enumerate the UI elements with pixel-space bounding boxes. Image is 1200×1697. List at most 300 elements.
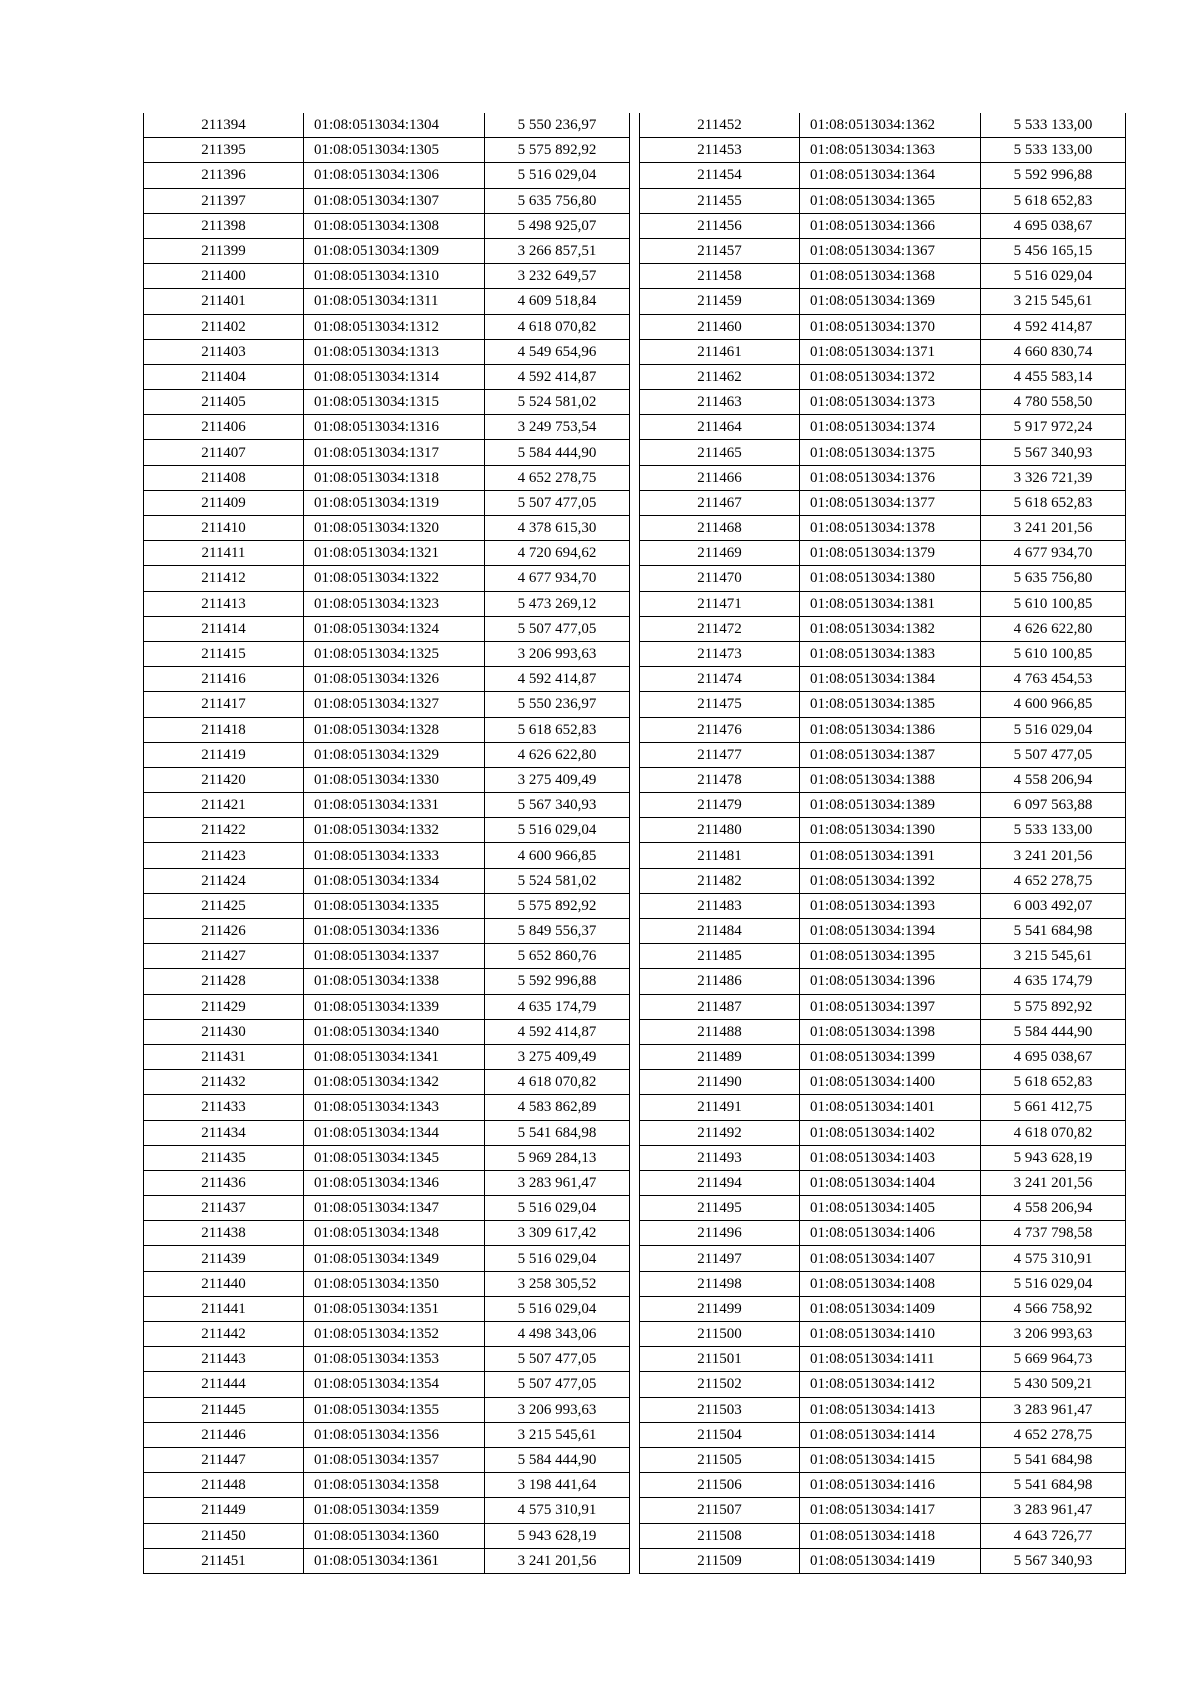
table-row: [640, 289, 1126, 314]
record-number-cell: 211464: [640, 415, 800, 440]
table-row: [640, 440, 1126, 465]
cadastral-value-cell: 5 516 029,04: [485, 163, 630, 188]
record-number-cell: 211418: [144, 717, 304, 742]
cadastral-value-cell: 3 232 649,57: [485, 264, 630, 289]
cadastral-number-cell: 01:08:0513034:1395: [800, 944, 981, 969]
record-number-cell: 211403: [144, 339, 304, 364]
record-number-cell: 211468: [640, 516, 800, 541]
table-row: [640, 1221, 1126, 1246]
record-number-cell: 211454: [640, 163, 800, 188]
table-row: [640, 163, 1126, 188]
table-row: [144, 541, 630, 566]
table-row: [144, 1498, 630, 1523]
cadastral-number-cell: 01:08:0513034:1367: [800, 238, 981, 263]
cadastral-value-cell: 5 516 029,04: [485, 1296, 630, 1321]
table-row: [640, 390, 1126, 415]
table-row: [144, 969, 630, 994]
cadastral-number-cell: 01:08:0513034:1348: [304, 1221, 485, 1246]
record-number-cell: 211433: [144, 1095, 304, 1120]
table-row: [144, 163, 630, 188]
cadastral-value-cell: 5 943 628,19: [981, 1145, 1126, 1170]
cadastral-number-cell: 01:08:0513034:1399: [800, 1044, 981, 1069]
cadastral-value-cell: 4 652 278,75: [981, 868, 1126, 893]
cadastral-value-cell: 5 516 029,04: [981, 264, 1126, 289]
cadastral-value-cell: 4 592 414,87: [981, 314, 1126, 339]
table-row: [144, 591, 630, 616]
cadastral-number-cell: 01:08:0513034:1410: [800, 1322, 981, 1347]
cadastral-value-cell: 5 541 684,98: [981, 919, 1126, 944]
cadastral-number-cell: 01:08:0513034:1347: [304, 1196, 485, 1221]
record-number-cell: 211462: [640, 364, 800, 389]
cadastral-number-cell: 01:08:0513034:1403: [800, 1145, 981, 1170]
cadastral-number-cell: 01:08:0513034:1317: [304, 440, 485, 465]
cadastral-number-cell: 01:08:0513034:1369: [800, 289, 981, 314]
cadastral-value-cell: 5 943 628,19: [485, 1523, 630, 1548]
right-table-body: [640, 113, 1126, 1573]
cadastral-value-cell: 4 695 038,67: [981, 213, 1126, 238]
cadastral-value-cell: 4 618 070,82: [485, 314, 630, 339]
table-row: [640, 113, 1126, 138]
record-number-cell: 211488: [640, 1019, 800, 1044]
cadastral-value-cell: 5 541 684,98: [485, 1120, 630, 1145]
cadastral-number-cell: 01:08:0513034:1370: [800, 314, 981, 339]
table-row: [144, 717, 630, 742]
record-number-cell: 211423: [144, 843, 304, 868]
record-number-cell: 211407: [144, 440, 304, 465]
cadastral-number-cell: 01:08:0513034:1337: [304, 944, 485, 969]
table-row: [640, 1422, 1126, 1447]
cadastral-number-cell: 01:08:0513034:1407: [800, 1246, 981, 1271]
cadastral-number-cell: 01:08:0513034:1354: [304, 1372, 485, 1397]
cadastral-number-cell: 01:08:0513034:1381: [800, 591, 981, 616]
left-table: [143, 113, 630, 1574]
table-row: [144, 1246, 630, 1271]
record-number-cell: 211500: [640, 1322, 800, 1347]
cadastral-number-cell: 01:08:0513034:1304: [304, 113, 485, 138]
cadastral-value-cell: 4 618 070,82: [981, 1120, 1126, 1145]
table-row: [640, 339, 1126, 364]
record-number-cell: 211450: [144, 1523, 304, 1548]
record-number-cell: 211436: [144, 1170, 304, 1195]
cadastral-number-cell: 01:08:0513034:1400: [800, 1070, 981, 1095]
cadastral-value-cell: 5 516 029,04: [981, 1271, 1126, 1296]
record-number-cell: 211486: [640, 969, 800, 994]
cadastral-value-cell: 5 533 133,00: [981, 113, 1126, 138]
cadastral-number-cell: 01:08:0513034:1310: [304, 264, 485, 289]
record-number-cell: 211447: [144, 1447, 304, 1472]
record-number-cell: 211432: [144, 1070, 304, 1095]
record-number-cell: 211508: [640, 1523, 800, 1548]
cadastral-number-cell: 01:08:0513034:1408: [800, 1271, 981, 1296]
cadastral-number-cell: 01:08:0513034:1316: [304, 415, 485, 440]
cadastral-value-cell: 4 592 414,87: [485, 1019, 630, 1044]
table-row: [144, 667, 630, 692]
left-table-body: [144, 113, 630, 1573]
table-row: [640, 793, 1126, 818]
record-number-cell: 211491: [640, 1095, 800, 1120]
record-number-cell: 211472: [640, 616, 800, 641]
table-row: [640, 692, 1126, 717]
record-number-cell: 211498: [640, 1271, 800, 1296]
table-row: [144, 1422, 630, 1447]
record-number-cell: 211460: [640, 314, 800, 339]
table-row: [144, 742, 630, 767]
cadastral-number-cell: 01:08:0513034:1371: [800, 339, 981, 364]
cadastral-number-cell: 01:08:0513034:1415: [800, 1447, 981, 1472]
cadastral-number-cell: 01:08:0513034:1328: [304, 717, 485, 742]
right-table: [639, 113, 1126, 1574]
table-row: [144, 1548, 630, 1573]
cadastral-value-cell: 4 592 414,87: [485, 667, 630, 692]
record-number-cell: 211478: [640, 767, 800, 792]
cadastral-number-cell: 01:08:0513034:1326: [304, 667, 485, 692]
table-row: [144, 1044, 630, 1069]
cadastral-number-cell: 01:08:0513034:1305: [304, 138, 485, 163]
record-number-cell: 211452: [640, 113, 800, 138]
cadastral-number-cell: 01:08:0513034:1323: [304, 591, 485, 616]
cadastral-value-cell: 3 206 993,63: [485, 641, 630, 666]
table-row: [144, 944, 630, 969]
table-row: [144, 364, 630, 389]
cadastral-value-cell: 3 258 305,52: [485, 1271, 630, 1296]
table-row: [144, 994, 630, 1019]
cadastral-value-cell: 5 618 652,83: [485, 717, 630, 742]
cadastral-number-cell: 01:08:0513034:1320: [304, 516, 485, 541]
cadastral-number-cell: 01:08:0513034:1331: [304, 793, 485, 818]
cadastral-number-cell: 01:08:0513034:1412: [800, 1372, 981, 1397]
record-number-cell: 211421: [144, 793, 304, 818]
cadastral-value-cell: 4 549 654,96: [485, 339, 630, 364]
table-row: [144, 1347, 630, 1372]
record-number-cell: 211481: [640, 843, 800, 868]
record-number-cell: 211495: [640, 1196, 800, 1221]
cadastral-value-cell: 4 737 798,58: [981, 1221, 1126, 1246]
cadastral-value-cell: 4 652 278,75: [981, 1422, 1126, 1447]
table-row: [640, 969, 1126, 994]
cadastral-number-cell: 01:08:0513034:1394: [800, 919, 981, 944]
cadastral-number-cell: 01:08:0513034:1404: [800, 1170, 981, 1195]
cadastral-number-cell: 01:08:0513034:1391: [800, 843, 981, 868]
cadastral-number-cell: 01:08:0513034:1387: [800, 742, 981, 767]
table-row: [144, 1196, 630, 1221]
record-number-cell: 211458: [640, 264, 800, 289]
cadastral-number-cell: 01:08:0513034:1398: [800, 1019, 981, 1044]
table-row: [640, 767, 1126, 792]
cadastral-value-cell: 5 567 340,93: [981, 1548, 1126, 1573]
table-row: [144, 1170, 630, 1195]
table-row: [144, 213, 630, 238]
cadastral-value-cell: 4 720 694,62: [485, 541, 630, 566]
record-number-cell: 211413: [144, 591, 304, 616]
cadastral-value-cell: 4 780 558,50: [981, 390, 1126, 415]
record-number-cell: 211484: [640, 919, 800, 944]
cadastral-value-cell: 5 610 100,85: [981, 591, 1126, 616]
record-number-cell: 211437: [144, 1196, 304, 1221]
cadastral-value-cell: 4 677 934,70: [981, 541, 1126, 566]
record-number-cell: 211473: [640, 641, 800, 666]
record-number-cell: 211429: [144, 994, 304, 1019]
record-number-cell: 211457: [640, 238, 800, 263]
cadastral-value-cell: 4 558 206,94: [981, 767, 1126, 792]
record-number-cell: 211448: [144, 1473, 304, 1498]
cadastral-number-cell: 01:08:0513034:1389: [800, 793, 981, 818]
record-number-cell: 211399: [144, 238, 304, 263]
cadastral-number-cell: 01:08:0513034:1325: [304, 641, 485, 666]
table-row: [640, 742, 1126, 767]
cadastral-value-cell: 5 516 029,04: [485, 1246, 630, 1271]
table-row: [144, 1523, 630, 1548]
cadastral-number-cell: 01:08:0513034:1390: [800, 818, 981, 843]
cadastral-number-cell: 01:08:0513034:1334: [304, 868, 485, 893]
cadastral-value-cell: 5 516 029,04: [485, 818, 630, 843]
table-row: [640, 566, 1126, 591]
cadastral-number-cell: 01:08:0513034:1324: [304, 616, 485, 641]
table-row: [640, 1246, 1126, 1271]
cadastral-number-cell: 01:08:0513034:1314: [304, 364, 485, 389]
cadastral-value-cell: 5 661 412,75: [981, 1095, 1126, 1120]
cadastral-value-cell: 4 695 038,67: [981, 1044, 1126, 1069]
table-row: [144, 440, 630, 465]
table-row: [640, 364, 1126, 389]
cadastral-value-cell: 5 498 925,07: [485, 213, 630, 238]
table-row: [144, 1397, 630, 1422]
cadastral-value-cell: 5 635 756,80: [485, 188, 630, 213]
cadastral-value-cell: 3 283 961,47: [981, 1397, 1126, 1422]
table-row: [640, 1095, 1126, 1120]
record-number-cell: 211445: [144, 1397, 304, 1422]
record-number-cell: 211509: [640, 1548, 800, 1573]
cadastral-value-cell: 4 498 343,06: [485, 1322, 630, 1347]
cadastral-value-cell: 3 215 545,61: [485, 1422, 630, 1447]
cadastral-number-cell: 01:08:0513034:1358: [304, 1473, 485, 1498]
cadastral-number-cell: 01:08:0513034:1382: [800, 616, 981, 641]
record-number-cell: 211415: [144, 641, 304, 666]
table-row: [144, 868, 630, 893]
table-row: [640, 314, 1126, 339]
cadastral-number-cell: 01:08:0513034:1405: [800, 1196, 981, 1221]
record-number-cell: 211482: [640, 868, 800, 893]
cadastral-number-cell: 01:08:0513034:1365: [800, 188, 981, 213]
cadastral-number-cell: 01:08:0513034:1379: [800, 541, 981, 566]
cadastral-number-cell: 01:08:0513034:1392: [800, 868, 981, 893]
cadastral-number-cell: 01:08:0513034:1352: [304, 1322, 485, 1347]
table-row: [640, 1044, 1126, 1069]
table-row: [640, 843, 1126, 868]
record-number-cell: 211395: [144, 138, 304, 163]
record-number-cell: 211404: [144, 364, 304, 389]
cadastral-value-cell: 4 626 622,80: [485, 742, 630, 767]
cadastral-value-cell: 4 600 966,85: [981, 692, 1126, 717]
table-row: [640, 516, 1126, 541]
table-row: [640, 1498, 1126, 1523]
cadastral-number-cell: 01:08:0513034:1409: [800, 1296, 981, 1321]
cadastral-value-cell: 3 283 961,47: [485, 1170, 630, 1195]
record-number-cell: 211414: [144, 616, 304, 641]
cadastral-number-cell: 01:08:0513034:1329: [304, 742, 485, 767]
cadastral-value-cell: 4 575 310,91: [981, 1246, 1126, 1271]
record-number-cell: 211463: [640, 390, 800, 415]
cadastral-number-cell: 01:08:0513034:1306: [304, 163, 485, 188]
table-row: [144, 238, 630, 263]
cadastral-value-cell: 5 592 996,88: [485, 969, 630, 994]
table-row: [144, 188, 630, 213]
cadastral-number-cell: 01:08:0513034:1397: [800, 994, 981, 1019]
cadastral-number-cell: 01:08:0513034:1383: [800, 641, 981, 666]
cadastral-number-cell: 01:08:0513034:1327: [304, 692, 485, 717]
table-row: [640, 641, 1126, 666]
cadastral-number-cell: 01:08:0513034:1307: [304, 188, 485, 213]
record-number-cell: 211439: [144, 1246, 304, 1271]
table-row: [640, 465, 1126, 490]
cadastral-number-cell: 01:08:0513034:1388: [800, 767, 981, 792]
cadastral-value-cell: 5 473 269,12: [485, 591, 630, 616]
cadastral-number-cell: 01:08:0513034:1335: [304, 893, 485, 918]
record-number-cell: 211416: [144, 667, 304, 692]
cadastral-value-cell: 5 567 340,93: [981, 440, 1126, 465]
record-number-cell: 211426: [144, 919, 304, 944]
table-row: [640, 994, 1126, 1019]
record-number-cell: 211424: [144, 868, 304, 893]
cadastral-value-cell: 3 206 993,63: [981, 1322, 1126, 1347]
cadastral-number-cell: 01:08:0513034:1377: [800, 490, 981, 515]
cadastral-number-cell: 01:08:0513034:1384: [800, 667, 981, 692]
cadastral-value-cell: 3 241 201,56: [485, 1548, 630, 1573]
table-row: [144, 1120, 630, 1145]
table-row: [144, 516, 630, 541]
table-row: [144, 465, 630, 490]
record-number-cell: 211420: [144, 767, 304, 792]
record-number-cell: 211504: [640, 1422, 800, 1447]
cadastral-value-cell: 4 592 414,87: [485, 364, 630, 389]
table-row: [144, 390, 630, 415]
table-row: [144, 843, 630, 868]
cadastral-number-cell: 01:08:0513034:1359: [304, 1498, 485, 1523]
cadastral-value-cell: 5 541 684,98: [981, 1473, 1126, 1498]
table-row: [640, 616, 1126, 641]
table-row: [640, 1548, 1126, 1573]
table-row: [640, 717, 1126, 742]
cadastral-value-cell: 5 524 581,02: [485, 868, 630, 893]
cadastral-value-cell: 5 575 892,92: [485, 138, 630, 163]
table-row: [640, 1372, 1126, 1397]
cadastral-number-cell: 01:08:0513034:1309: [304, 238, 485, 263]
record-number-cell: 211449: [144, 1498, 304, 1523]
table-row: [144, 1019, 630, 1044]
record-number-cell: 211428: [144, 969, 304, 994]
record-number-cell: 211430: [144, 1019, 304, 1044]
cadastral-value-cell: 5 533 133,00: [981, 138, 1126, 163]
cadastral-number-cell: 01:08:0513034:1374: [800, 415, 981, 440]
cadastral-value-cell: 5 584 444,90: [485, 440, 630, 465]
record-number-cell: 211493: [640, 1145, 800, 1170]
cadastral-number-cell: 01:08:0513034:1417: [800, 1498, 981, 1523]
cadastral-value-cell: 3 241 201,56: [981, 516, 1126, 541]
cadastral-value-cell: 5 541 684,98: [981, 1447, 1126, 1472]
cadastral-value-cell: 4 455 583,14: [981, 364, 1126, 389]
cadastral-number-cell: 01:08:0513034:1357: [304, 1447, 485, 1472]
cadastral-number-cell: 01:08:0513034:1342: [304, 1070, 485, 1095]
table-row: [640, 1070, 1126, 1095]
cadastral-value-cell: 3 266 857,51: [485, 238, 630, 263]
record-number-cell: 211409: [144, 490, 304, 515]
cadastral-number-cell: 01:08:0513034:1338: [304, 969, 485, 994]
record-number-cell: 211485: [640, 944, 800, 969]
cadastral-number-cell: 01:08:0513034:1373: [800, 390, 981, 415]
table-row: [144, 1271, 630, 1296]
cadastral-number-cell: 01:08:0513034:1402: [800, 1120, 981, 1145]
table-row: [640, 591, 1126, 616]
cadastral-value-cell: 5 584 444,90: [485, 1447, 630, 1472]
cadastral-number-cell: 01:08:0513034:1339: [304, 994, 485, 1019]
table-row: [640, 1170, 1126, 1195]
record-number-cell: 211469: [640, 541, 800, 566]
record-number-cell: 211507: [640, 1498, 800, 1523]
cadastral-number-cell: 01:08:0513034:1396: [800, 969, 981, 994]
table-row: [144, 264, 630, 289]
table-row: [640, 1120, 1126, 1145]
cadastral-value-cell: 3 326 721,39: [981, 465, 1126, 490]
record-number-cell: 211497: [640, 1246, 800, 1271]
cadastral-number-cell: 01:08:0513034:1378: [800, 516, 981, 541]
table-row: [640, 238, 1126, 263]
table-row: [144, 289, 630, 314]
table-row: [640, 415, 1126, 440]
cadastral-number-cell: 01:08:0513034:1315: [304, 390, 485, 415]
cadastral-number-cell: 01:08:0513034:1321: [304, 541, 485, 566]
cadastral-number-cell: 01:08:0513034:1332: [304, 818, 485, 843]
table-row: [640, 944, 1126, 969]
cadastral-number-cell: 01:08:0513034:1364: [800, 163, 981, 188]
table-row: [640, 1523, 1126, 1548]
cadastral-value-cell: 5 652 860,76: [485, 944, 630, 969]
record-number-cell: 211411: [144, 541, 304, 566]
table-row: [144, 566, 630, 591]
cadastral-number-cell: 01:08:0513034:1353: [304, 1347, 485, 1372]
record-number-cell: 211492: [640, 1120, 800, 1145]
table-row: [144, 490, 630, 515]
record-number-cell: 211471: [640, 591, 800, 616]
cadastral-value-cell: 5 849 556,37: [485, 919, 630, 944]
table-row: [144, 1447, 630, 1472]
table-row: [144, 1322, 630, 1347]
table-row: [640, 541, 1126, 566]
cadastral-number-cell: 01:08:0513034:1372: [800, 364, 981, 389]
record-number-cell: 211456: [640, 213, 800, 238]
cadastral-value-cell: 5 567 340,93: [485, 793, 630, 818]
record-number-cell: 211400: [144, 264, 304, 289]
cadastral-value-cell: 5 575 892,92: [981, 994, 1126, 1019]
cadastral-value-cell: 4 558 206,94: [981, 1196, 1126, 1221]
cadastral-value-cell: 4 677 934,70: [485, 566, 630, 591]
cadastral-value-cell: 4 635 174,79: [485, 994, 630, 1019]
table-row: [144, 415, 630, 440]
cadastral-number-cell: 01:08:0513034:1411: [800, 1347, 981, 1372]
record-number-cell: 211453: [640, 138, 800, 163]
cadastral-value-cell: 3 215 545,61: [981, 289, 1126, 314]
record-number-cell: 211405: [144, 390, 304, 415]
record-number-cell: 211470: [640, 566, 800, 591]
cadastral-number-cell: 01:08:0513034:1419: [800, 1548, 981, 1573]
cadastral-value-cell: 5 550 236,97: [485, 113, 630, 138]
cadastral-value-cell: 3 275 409,49: [485, 1044, 630, 1069]
table-row: [640, 1271, 1126, 1296]
table-row: [144, 113, 630, 138]
cadastral-number-cell: 01:08:0513034:1413: [800, 1397, 981, 1422]
cadastral-value-cell: 3 283 961,47: [981, 1498, 1126, 1523]
cadastral-value-cell: 3 215 545,61: [981, 944, 1126, 969]
table-row: [144, 793, 630, 818]
cadastral-number-cell: 01:08:0513034:1380: [800, 566, 981, 591]
